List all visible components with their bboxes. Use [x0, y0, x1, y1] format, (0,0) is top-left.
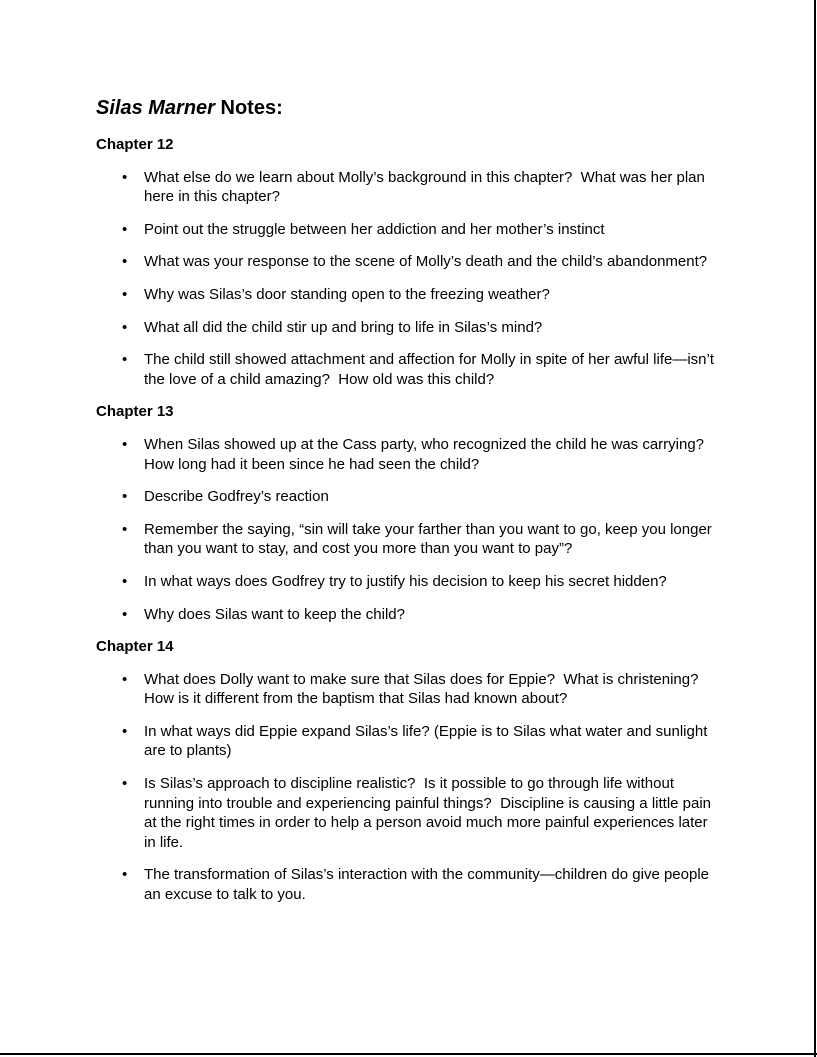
- bullet-text: The transformation of Silas’s interaction with the community—children do give people an excuse to talk to you.: [144, 866, 714, 904]
- title-book-name: Silas Marner: [96, 97, 215, 119]
- bullet-icon: •: [122, 253, 128, 271]
- page-border-bottom: [0, 1053, 817, 1055]
- chapter-14-heading: Chapter 14: [96, 638, 174, 656]
- bullet-text: Remember the saying, “sin will take your farther than you want to go, keep you longer than you want to stay, and cost you more than you want to pay”?: [144, 520, 716, 558]
- bullet-icon: •: [122, 572, 128, 590]
- bullet-text: When Silas showed up at the Cass party, who recognized the child he was carrying? How long had it been since he had seen the child?: [144, 435, 713, 473]
- bullet-item: [96, 605, 722, 625]
- bullet-text: Why was Silas’s door standing open to the freezing weather?: [144, 285, 550, 303]
- bullet-icon: •: [122, 775, 128, 793]
- bullet-icon: •: [122, 722, 128, 740]
- bullet-icon: •: [122, 318, 128, 336]
- bullet-item: [96, 350, 722, 389]
- bullet-text: The child still showed attachment and affection for Molly in spite of her awful life—isn’t the love of a child amazing? How old was this child?: [144, 351, 719, 388]
- bullet-item: [96, 487, 722, 507]
- bullet-item: [96, 670, 722, 709]
- bullet-item: [96, 435, 722, 474]
- bullet-icon: •: [122, 866, 128, 884]
- bullet-text: In what ways did Eppie expand Silas’s life? (Eppie is to Silas what water and sunlight are to plants): [144, 722, 712, 760]
- document-content: [96, 96, 722, 918]
- bullet-item: [96, 285, 722, 305]
- page-border-right: [814, 0, 816, 1057]
- bullet-item: [96, 252, 722, 272]
- bullet-text: What else do we learn about Molly’s background in this chapter? What was her plan here in this chapter?: [144, 168, 710, 206]
- bullet-icon: •: [122, 351, 128, 369]
- bullet-item: [96, 865, 722, 904]
- bullet-icon: •: [122, 670, 128, 688]
- bullet-icon: •: [122, 168, 128, 186]
- bullet-text: Is Silas’s approach to discipline realistic? Is it possible to go through life without running into trouble and experiencing painful things? Discipline is causing a little pain at the right times in order to help a person avoid much more painful experiences later in life.: [144, 775, 716, 851]
- bullet-text: What all did the child stir up and bring to life in Silas’s mind?: [144, 318, 543, 336]
- bullet-icon: •: [122, 605, 128, 623]
- bullet-item: [96, 318, 722, 338]
- bullet-text: Describe Godfrey’s reaction: [144, 488, 329, 506]
- bullet-item: [96, 722, 722, 761]
- bullet-text: What was your response to the scene of Molly’s death and the child’s abandonment?: [144, 253, 708, 271]
- bullet-icon: •: [122, 488, 128, 506]
- bullet-item: [96, 520, 722, 559]
- bullet-text: Why does Silas want to keep the child?: [144, 605, 405, 623]
- bullet-item: [96, 774, 722, 852]
- bullet-icon: •: [122, 220, 128, 238]
- chapter-13-heading: Chapter 13: [96, 403, 174, 421]
- bullet-text: What does Dolly want to make sure that Silas does for Eppie? What is christening? How is it different from the baptism that Silas had known about?: [144, 670, 707, 708]
- bullet-icon: •: [122, 520, 128, 538]
- bullet-text: In what ways does Godfrey try to justify his decision to keep his secret hidden?: [144, 572, 667, 590]
- bullet-icon: •: [122, 285, 128, 303]
- chapter-12-heading: Chapter 12: [96, 136, 174, 153]
- bullet-text: Point out the struggle between her addiction and her mother’s instinct: [144, 220, 605, 238]
- title-suffix: Notes:: [214, 97, 283, 119]
- bullet-item: [96, 168, 722, 207]
- bullet-icon: •: [122, 435, 128, 453]
- bullet-item: [96, 572, 722, 592]
- bullet-item: [96, 220, 722, 240]
- document-title: [96, 96, 722, 121]
